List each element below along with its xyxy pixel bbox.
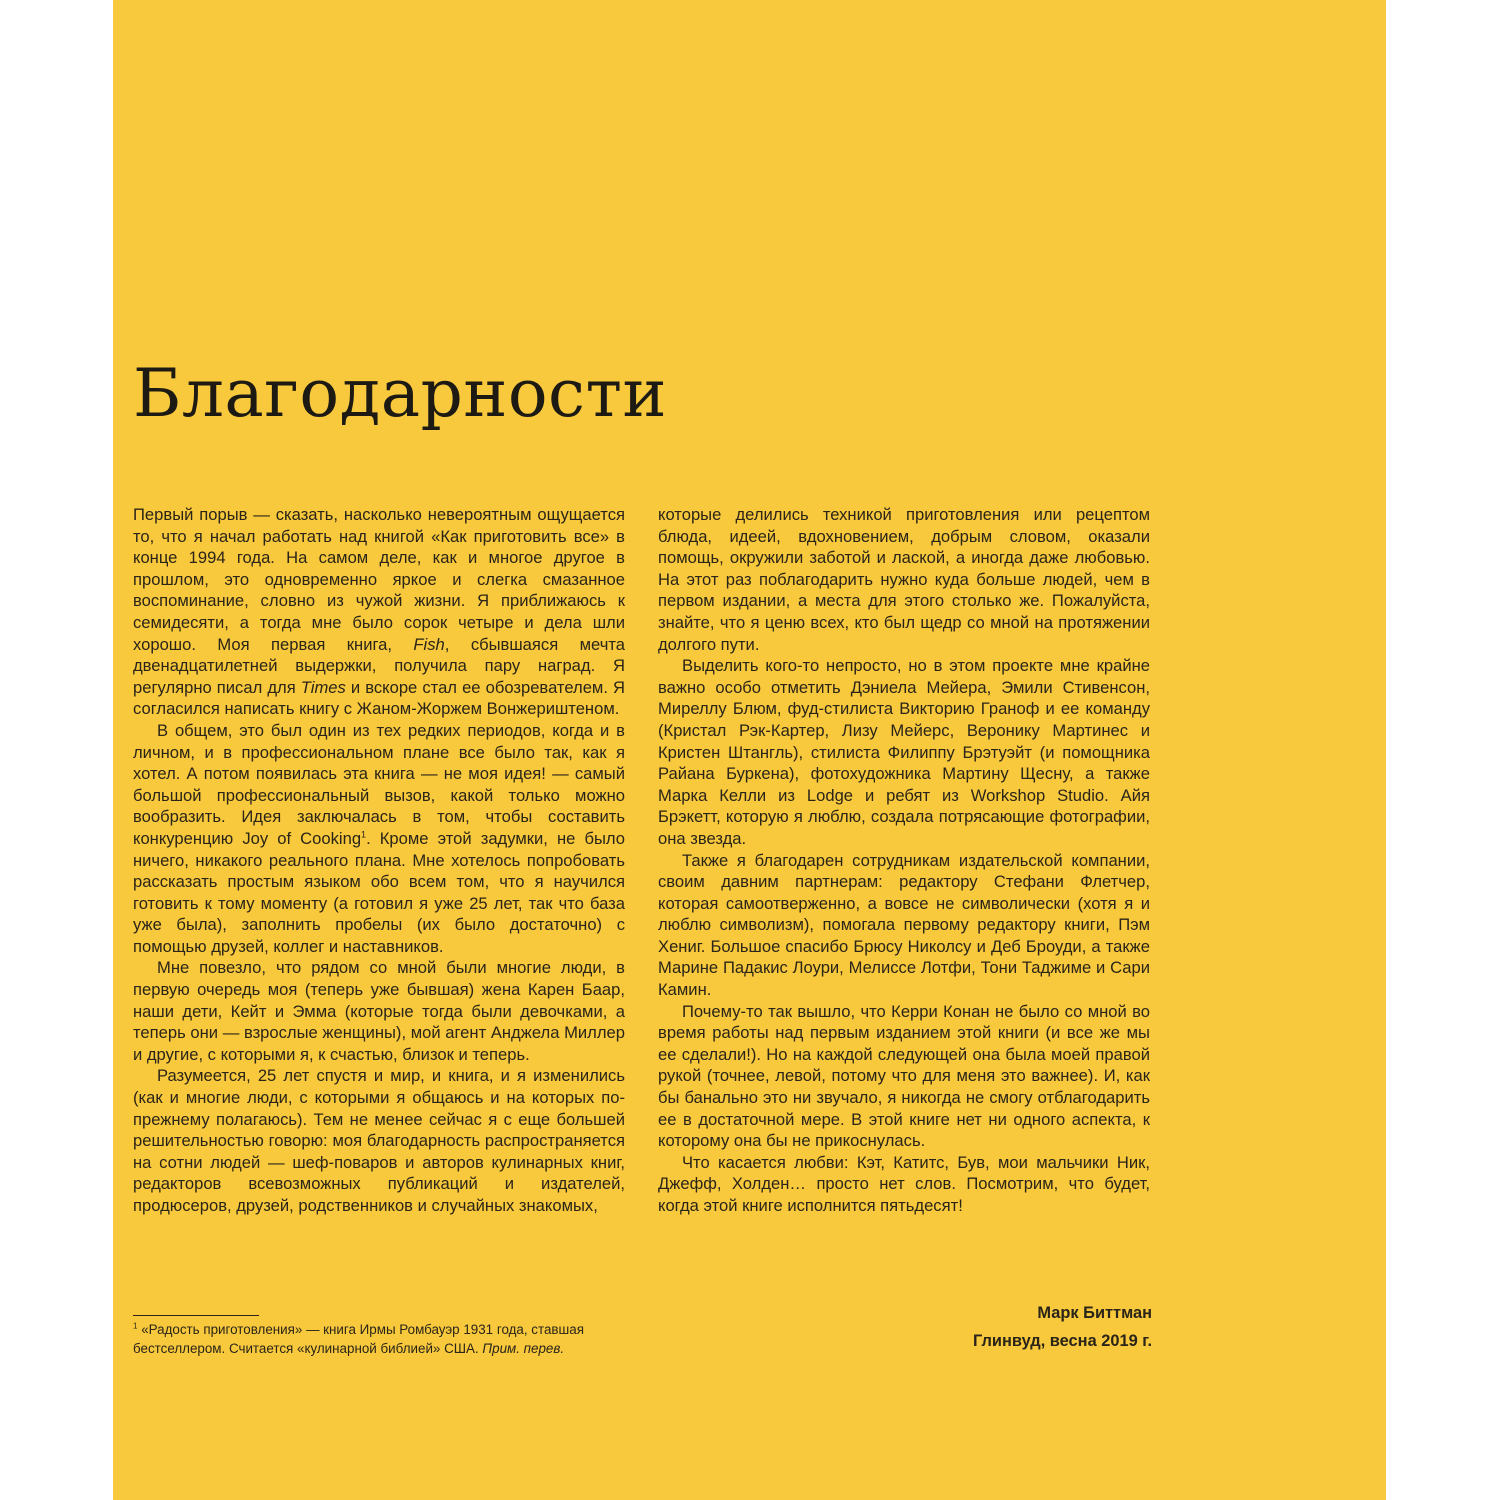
book-title-fish: Fish [413, 634, 445, 654]
paragraph: В общем, это был один из тех редких периодов, когда и в личном, и в профессиональном плане все было так, как я хотел. А потом появилась эта книга — не моя идея! — самый большой профессиональный вызов, какой только можно вообразить. Идея заключалась в том, чтобы составить конкуренцию Joy of Cooking$^1$. Кроме этой задумки, не было ничего, никакого реального плана. Мне хотелось попробовать рассказать простым языком обо всем том, что я научился готовить к тому моменту (а готовил я уже 25 лет, так что база уже была), заполнить пробелы (их было достаточно) с помощью друзей, коллег и наставников. [133, 720, 625, 956]
left-column [133, 504, 625, 1217]
footnote [133, 1320, 633, 1358]
author-name: Марк Биттман [1037, 1304, 1152, 1322]
paragraph: Разумеется, 25 лет спустя и мир, и книга, и я изменились (как и многие люди, с которыми я общаюсь и на которых по-прежнему полагаюсь). Тем не менее сейчас я с еще большей решительностью говорю: моя благодарность распространяется на сотни людей — шеф-поваров и авторов кулинарных книг, редакторов всевозможных публикаций и издателей, продюсеров, друзей, родственников и случайных знакомых, [133, 1066, 625, 1215]
place-date: Глинвуд, весна 2019 г. [973, 1332, 1152, 1350]
paragraph: Мне повезло, что рядом со мной были многие люди, в первую очередь моя (теперь уже бывшая) жена Карен Баар, наши дети, Кейт и Эмма (которые тогда были девочками, а теперь они — взрослые женщины), мой агент Анджела Миллер и другие, с которыми я, к счастью, близок и теперь. [133, 958, 625, 1064]
newspaper-title-times: Times [300, 677, 346, 697]
paragraph: Первый порыв — сказать, насколько невероятным ощущается то, что я начал работать над книгой «Как приготовить все» в конце 1994 года. На самом деле, как и многое другое в прошлом, это одновременно яркое и слегка смазанное воспоминание, словно из чужой жизни. Я приближаюсь к семидесяти, а тогда мне было сорок четыре и дела шли хорошо. Моя первая книга, Fish, сбывшаяся мечта двенадцатилетней выдержки, получила пару наград. Я регулярно писал для Times и вскоре стал ее обозревателем. Я согласился написать книгу с Жаном-Жоржем Вонжериштеном. [133, 505, 626, 719]
footnote-reference[interactable]: 1 [361, 829, 367, 840]
paragraph: Выделить кого-то непросто, но в этом проекте мне крайне важно особо отметить Дэниела Мейера, Эмили Стивенсон, Миреллу Блюм, фуд-стилиста Викторию Граноф и ее команду (Кристал Рэк-Картер, Лизу Мейерс, Веронику Мартинес и Кристен Штангль), стилиста Филиппу Брэтуэйт (и помощника Райана Буркена), фотохудожника Мартину Щесну, а также Марка Келли из Lodge и ребят из Workshop Studio. Айя Брэкетт, которую я люблю, создала потрясающие фотографии, она звезда. [658, 656, 1150, 848]
page-title: Благодарности [133, 355, 668, 432]
paragraph: Почему-то так вышло, что Керри Конан не было со мной во время работы над первым изданием этой книги (и все же мы ее сделали!). Но на каждой следующей она была моей правой рукой (точнее, левой, потому что для меня это важнее). И, как бы банально это ни звучало, я никогда не смогу отблагодарить ее в достаточной мере. В этой книге нет ни одного аспекта, к которому она бы не прикоснулась. [658, 1001, 1150, 1151]
translator-note: Прим. перев. [482, 1341, 565, 1356]
paragraph: Что касается любви: Кэт, Катитс, Був, мои мальчики Ник, Джефф, Холден… просто нет слов. Посмотрим, что будет, когда этой книге исполнится пятьдесят! [658, 1152, 1150, 1215]
paragraph: Также я благодарен сотрудникам издательской компании, своим давним партнерам: редактору Стефани Флетчер, которая самоотверженно, а вовсе не символически (хотя я и люблю символизм), помогала первому редактору книги, Пэм Хениг. Большое спасибо Брюсу Николсу и Деб Броуди, а также Марине Падакис Лоури, Мелиссе Лотфи, Тони Таджиме и Сари Камин. [658, 850, 1150, 1000]
right-column [658, 504, 1150, 1217]
paragraph-continued: которые делились техникой приготовления или рецептом блюда, идеей, вдохновением, добрым словом, оказали помощь, окружили заботой и лаской, а иногда даже любовью. На этот раз поблагодарить нужно куда больше людей, чем в первом издании, а места для этого столько же. Пожалуйста, знайте, что я ценю всех, кто был щедр со мной на протяжении долгого пути. [658, 505, 1150, 654]
footnote-text: «Радость приготовления» — книга Ирмы Ромбауэр 1931 года, ставшая бестселлером. Считается «кулинарной библией» США. [133, 1322, 584, 1356]
footnote-divider [133, 1315, 259, 1316]
signature [658, 1299, 1152, 1355]
footnote-marker: 1 [133, 1321, 138, 1331]
